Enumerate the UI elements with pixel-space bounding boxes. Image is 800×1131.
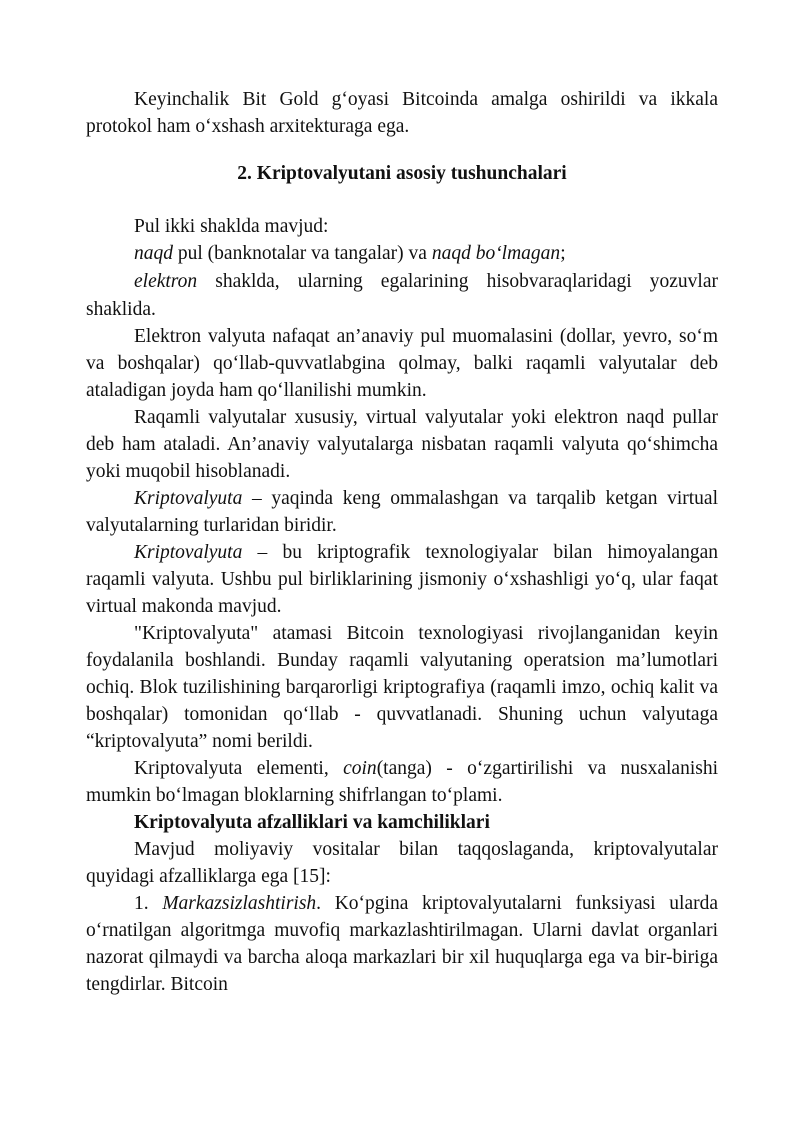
paragraph-definition-2 (86, 539, 718, 620)
paragraph-definition-1 (86, 485, 718, 539)
definition-text: – bu kriptografik texnologiyalar bilan himoyalangan raqamli valyuta. Ushbu pul birliklarining jismoniy o‘xshashligi yo‘q, ular faqat virtual makonda mavjud. (86, 542, 718, 617)
term-kriptovalyuta: Kriptovalyuta (134, 488, 243, 509)
bullet-item-naqd (86, 240, 718, 268)
term-markazsizlashtirish: Markazsizlashtirish (162, 893, 317, 914)
paragraph-element (86, 755, 718, 809)
definition-text: – yaqinda keng ommalashgan va tarqalib ketgan virtual valyutalarning turlaridan biridir. (86, 488, 718, 536)
element-text: Kriptovalyuta elementi, (134, 758, 344, 779)
paragraph-item-1 (86, 890, 718, 998)
term-kriptovalyuta: Kriptovalyuta (134, 542, 243, 563)
paragraph-elektron-valyuta: Elektron valyuta nafaqat an’anaviy pul muomalasini (dollar, yevro, so‘m va boshqalar) qo‘llab-quvvatlabgina qolmay, balki raqamli valyutalar deb ataladigan joyda ham qo‘llanilishi mumkin. (86, 326, 718, 401)
element-text: (tanga) - o‘zgartirilishi va nusxalanishi mumkin bo‘lmagan bloklarning shifrlangan to‘plami. (86, 758, 718, 806)
document-page (86, 86, 718, 998)
item-number: 1. (134, 893, 163, 914)
bullet-text: pul (banknotalar va tangalar) va (173, 243, 432, 264)
section-heading: 2. Kriptovalyutani asosiy tushunchalari (237, 163, 567, 184)
term-naqd: naqd (134, 243, 173, 264)
bullet-text: shaklda, ularning egalarining hisobvaraqlaridagi yozuvlar shaklida. (86, 271, 718, 320)
bullet-item-elektron (86, 268, 718, 323)
term-elektron: elektron (134, 271, 198, 292)
paragraph-mavjud: Mavjud moliyaviy vositalar bilan taqqoslaganda, kriptovalyutalar quyidagi afzalliklarga ega [15]: (86, 839, 718, 887)
paragraph-atama: "Kriptovalyuta" atamasi Bitcoin texnologiyasi rivojlanganidan keyin foydalanila boshlandi. Bunday raqamli valyutaning operatsion ma’lumotlari ochiq. Blok tuzilishining barqarorligi kriptografiya (raqamli imzo, ochiq kalit va boshqalar) tomonidan qo‘llab - quvvatlanadi. Shuning uchun valyutaga “kriptovalyuta” nomi berildi. (86, 623, 718, 752)
term-coin: coin (343, 758, 377, 779)
term-naqd-bolmagan: naqd bo‘lmagan (431, 243, 561, 264)
paragraph-intro: Keyinchalik Bit Gold g‘oyasi Bitcoinda amalga oshirildi va ikkala protokol ham o‘xshash arxitekturaga ega. (86, 89, 718, 137)
paragraph-pul-forms: Pul ikki shaklda mavjud: (134, 216, 329, 237)
bullet-text: ; (560, 243, 566, 264)
paragraph-raqamli-valyuta: Raqamli valyutalar xususiy, virtual valyutalar yoki elektron naqd pullar deb ham ataladi. An’anaviy valyutalarga nisbatan raqamli valyuta qo‘shimcha yoki muqobil hisoblanadi. (86, 407, 718, 482)
subheading: Kriptovalyuta afzalliklari va kamchiliklari (134, 812, 490, 833)
item-text: . Ko‘pgina kriptovalyutalarni funksiyasi ularda o‘rnatilgan algoritmga muvofiq markazlashtirilmagan. Ularni davlat organlari nazorat qilmaydi va barcha aloqa markazlari bir xil huquqlarga ega va bir-biriga tengdirlar. Bitcoin (86, 893, 718, 995)
